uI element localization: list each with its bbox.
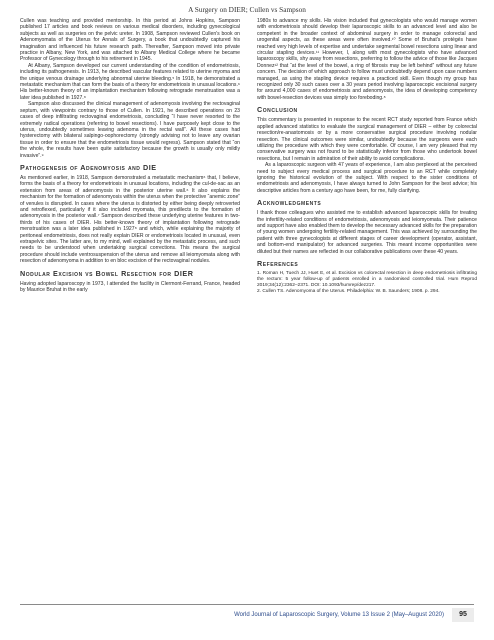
journal-citation[interactable]: World Journal of Laparoscopic Surgery, Volume 13 Issue 2 (May–August 2020): [234, 612, 444, 618]
section-heading-nodular: [20, 270, 240, 278]
paragraph: Cullen was teaching and provided mentorship. In this period at Johns Hopkins, Sampson published 17 articles and book reviews on various medical disorders, including gynecological subjects as well as surgeries on the pelvic ureter. In 1908, Sampson reviewed Cullen's book on Adenomyomata of the Uterus for Annals of Surgery, a book that undoubtedly captured his imagination and influenced his future research path. Thereafter, Sampson moved into private practice in Albany, New York, and was attached to Albany Medical College where he became Professor of Gynecology through to his retirement in 1945.: [20, 18, 240, 63]
section-heading-pathogenesis: [20, 164, 240, 172]
paragraph: Having adopted laparoscopy in 1973, I attended the facility in Clermont-Ferrand, France, headed by Maurice Bruhat in the early: [20, 280, 240, 294]
section-heading-text: Conclusion: [257, 105, 298, 115]
left-column: [20, 18, 240, 588]
paragraph: Sampson also discussed the clinical management of adenomyosis involving the rectovaginal septum, with viewpoints contrary to those of Cullen. In 1921, he described operations on 23 cases of deep infiltrating rectovaginal endometriosis, concluding “I have never resorted to the extremely radical operations (referring to bowel resections). I have purposely kept close to the uterus, undoubtedly sometimes leaving adenoma in the rectal wall”. All these cases had hysterectomy with bilateral salpingo-oophorectomy (strongly advising not to leave any ovarian tissue in order to ensure that the endometriosis tissue would regress). Sampson stated that “on the whole, the results have been quite satisfactory because the growth is usually only mildly invasive”.⁹: [20, 101, 240, 159]
paragraph: As mentioned earlier, in 1918, Sampson demonstrated a metastatic mechanism⁶ that, I believe, forms the basis of a theory for endometriosis in unusual locations, including the cul-de-sac as an extension from areas of adenomyosis in the posterior uterine wall.⁶ It also explains the mechanism for the formation of adenomyosis within the uterus when the protective “anemic zone” of venules is disrupted. In cases where the uterus is distorted by either being deeply retroverted and retroflexed, particularly if it also included myomata, this predilects to the formation of adenomyosis in the posterior wall.⁷ Sampson described these underlying uterine features in two-thirds of his cases of DIER. His better-known theory of implantation following retrograde menstruation was a later idea published in 1927⁸ and which, while explaining the majority of peritoneal endometriosis, does not really explain DIER or endometriosis located in unusual, even extrapelvic sites. The latter are, to my mind, well explained by the metastatic process, and such needs to be understood when undertaking surgical corrections. This means the surgical procedure should include ventrosuspension of the uterus and remove all leiomyomata along with resection of adenomyoma in addition to en bloc excision of the rectovaginal nodules.: [20, 174, 240, 265]
paragraph: This commentary is presented in response to the recent RCT study reported from France which applied advanced statistics to evaluate the surgical management of DIER – either by colorectal resection/re-anastomosis or by a more conservative surgical procedure involving nodular resection. The clinical outcomes were similar, undoubtedly because the surgeons were each utilizing the procedure with which they were comfortable. Of course, I am very pleased that my conservative surgery was not found to be statistically inferior from those who undertook bowel resections, but I remain in admiration of their ability to avoid complications.: [257, 117, 477, 162]
reference-item: 1. Roman H, Tuech JJ, Huet E, et al. Excision vs colorectal resection in deep endometriosis infiltrating the rectum: 5 year follow-up of patients enrolled in a randomised controlled trial. Hum Reprod 2019;34(12):2362–2371. DOI: 10.1093/humrep/dez217.: [257, 271, 477, 288]
paragraph: I thank those colleagues who assisted me to establish advanced laparoscopic skills for treating the infertility-related conditions of endometriosis, adenomyosis and leiomyomata. Their patience and support have also enabled them to develop the necessary advanced skills for the preparation of young women undergoing fertility-related management. This was achieved by surrounding the patient with three gynecologists at different stages of career development (operator, assistant, and bottom-end manipulator) for advanced surgeries. This meant income opportunities were diluted but their names are reflected in our collaborative publications over these 40 years.: [257, 210, 477, 255]
section-heading-text: References: [257, 259, 299, 268]
section-heading-text: Pathogenesis of Adenomyosis and DIE: [20, 162, 157, 172]
section-heading-text: Acknowledgments: [257, 198, 322, 208]
page-footer: [20, 608, 474, 622]
section-heading-references: [257, 260, 477, 268]
reference-item: 2. Cullen TS. Adenomyoma of the Uterus. Philadelphia: W. B. Saunders; 1908. p. 294.: [257, 289, 440, 294]
footer-divider: [20, 604, 474, 605]
section-heading-acknowledgments: [257, 199, 477, 207]
section-heading-conclusion: [257, 106, 477, 114]
paragraph: 1980s to advance my skills. His vision included that gynecologists who would manage women with endometriosis should develop their laparoscopic skills to an advanced level and also be competent in the broader context of abdominal surgery in order to manage colorectal and urogenital aspects, as these areas were often involved.¹⁰ Some of Bruhat's protégés have reached very high levels of expertise and undertake segmental bowel resections using linear and circular stapling devices.¹¹ However, I, along with most gynecologists who have advanced laparoscopy skills, shy away from resections, preferring to follow the advice of those like Jacques Donnez¹² that “at the level of the bowel, a ring of fibrosis may be left behind” without any future concern. The decision of which approach to follow must undoubtedly depend upon case numbers managed, as using the stapling device requires a practiced skill. Even though my group has recognized only 30 such cases over a 30 years period involving laparoscopic excisional surgery for around 4,000 cases of endometriosis and adenomyosis, the idea of developing competency with bowel-resection devices was simply too foreboding.⁸: [257, 18, 477, 101]
running-head: A Surgery on DIER; Cullen vs Sampson: [188, 5, 306, 14]
paragraph: At Albany, Sampson developed our current understanding of the condition of endometriosis, including its pathogenesis. In 1913, he described vascular features related to uterine myoma and the unique venous drainage underlying abnormal uterine bleeding.⁵ In 1918, he demonstrated a metastatic mechanism that can form the basis of a theory for endometriosis in unusual locations.⁶ His better-known theory of an implantation mechanism following retrograde menstruation was a later idea published in 1927.⁸: [20, 62, 240, 101]
section-heading-text: Nodular Excision vs Bowel Resection for DIER: [20, 268, 194, 278]
right-column: [257, 18, 477, 588]
page-number: 95: [452, 608, 474, 622]
paragraph: As a laparoscopic surgeon with 47 years of experience, I am also perplexed at the perceived need to subject every medical process and surgical procedure to an RCT while completely ignoring the historical evolution of the subject. With respect to the sister conditions of endometriosis and adenomyosis, I have always turned to John Sampson for the best advice; his descriptive articles from a century ago have been, for me, fully clarifying.: [257, 162, 477, 194]
